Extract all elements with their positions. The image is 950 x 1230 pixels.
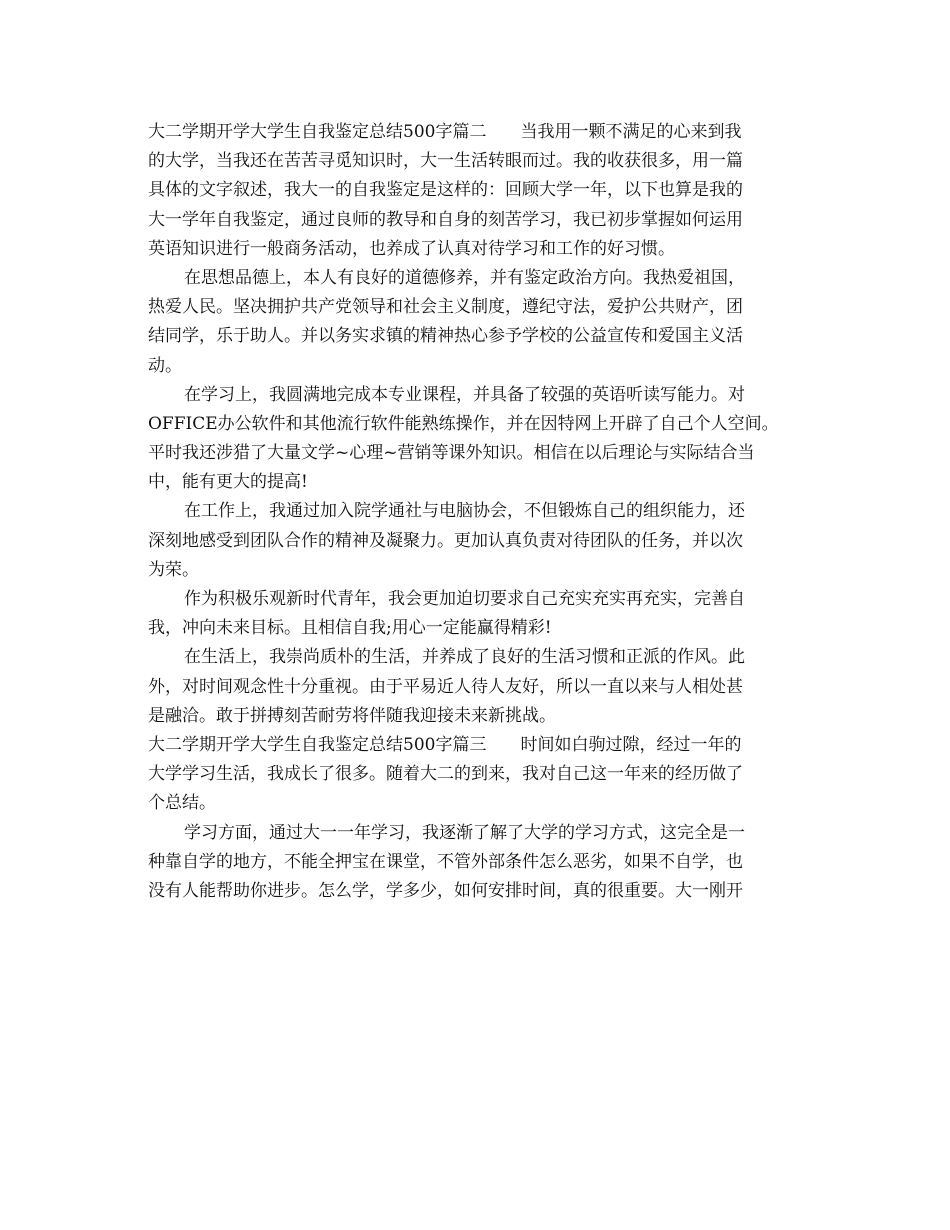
text-line: 我，冲向未来目标。且相信自我;用心一定能赢得精彩!: [148, 618, 552, 639]
text-line: 学习方面，通过大一一年学习，我逐渐了解了大学的学习方式，这完全是一: [184, 822, 745, 843]
text-line: 大二学期开学大学生自我鉴定总结500字篇二 当我用一颗不满足的心来到我: [148, 122, 742, 142]
text-line: 在工作上，我通过加入院学通社与电脑协会，不但锻炼自己的组织能力，还: [184, 501, 745, 522]
text-line: 在思想品德上，本人有良好的道德修养，并有鉴定政治方向。我热爱祖国，: [184, 267, 745, 288]
text-line: 种靠自学的地方，不能全押宝在课堂，不管外部条件怎么恶劣，如果不自学，也: [148, 851, 743, 872]
text-line: 的大学，当我还在苦苦寻觅知识时，大一生活转眼而过。我的收获很多，用一篇: [148, 151, 743, 172]
text-line: 深刻地感受到团队合作的精神及凝聚力。更加认真负责对待团队的任务，并以次: [148, 530, 743, 551]
text-line: OFFICE办公软件和其他流行软件能熟练操作，并在因特网上开辟了自己个人空间。: [148, 413, 779, 434]
text-line: 大学学习生活，我成长了很多。随着大二的到来，我对自己这一年来的经历做了: [148, 764, 743, 785]
text-line: 作为积极乐观新时代青年，我会更加迫切要求自己充实充实再充实，完善自: [184, 589, 745, 609]
text-line: 中，能有更大的提高!: [148, 472, 308, 493]
text-line: 为荣。: [148, 559, 199, 580]
text-line: 大二学期开学大学生自我鉴定总结500字篇三 时间如白驹过隙，经过一年的: [148, 734, 742, 755]
text-line: 在生活上，我崇尚质朴的生活，并养成了良好的生活习惯和正派的作风。此: [184, 647, 745, 668]
text-line: 个总结。: [148, 793, 216, 814]
text-line: 具体的文字叙述，我大一的自我鉴定是这样的：回顾大学一年，以下也算是我的: [148, 180, 743, 201]
text-line: 动。: [148, 355, 182, 376]
text-line: 平时我还涉猎了大量文学~心理~营销等课外知识。相信在以后理论与实际结合当: [148, 443, 755, 464]
document-body: [148, 118, 813, 906]
text-line: 是融洽。敢于拼搏刻苦耐劳将伴随我迎接未来新挑战。: [148, 705, 556, 726]
text-line: 大一学年自我鉴定，通过良师的教导和自身的刻苦学习，我已初步掌握如何运用: [148, 209, 743, 230]
text-line: 热爱人民。坚决拥护共产党领导和社会主义制度，遵纪守法，爱护公共财产，团: [148, 297, 743, 318]
text-line: 外，对时间观念性十分重视。由于平易近人待人友好，所以一直以来与人相处甚: [148, 676, 743, 697]
text-line: 结同学，乐于助人。并以务实求镇的精神热心参予学校的公益宣传和爱国主义活: [148, 326, 743, 347]
text-line: 在学习上，我圆满地完成本专业课程，并具备了较强的英语听读写能力。对: [184, 384, 745, 405]
text-line: 英语知识进行一般商务活动，也养成了认真对待学习和工作的好习惯。: [148, 238, 675, 259]
text-line: 没有人能帮助你进步。怎么学，学多少，如何安排时间，真的很重要。大一刚开: [148, 880, 743, 901]
